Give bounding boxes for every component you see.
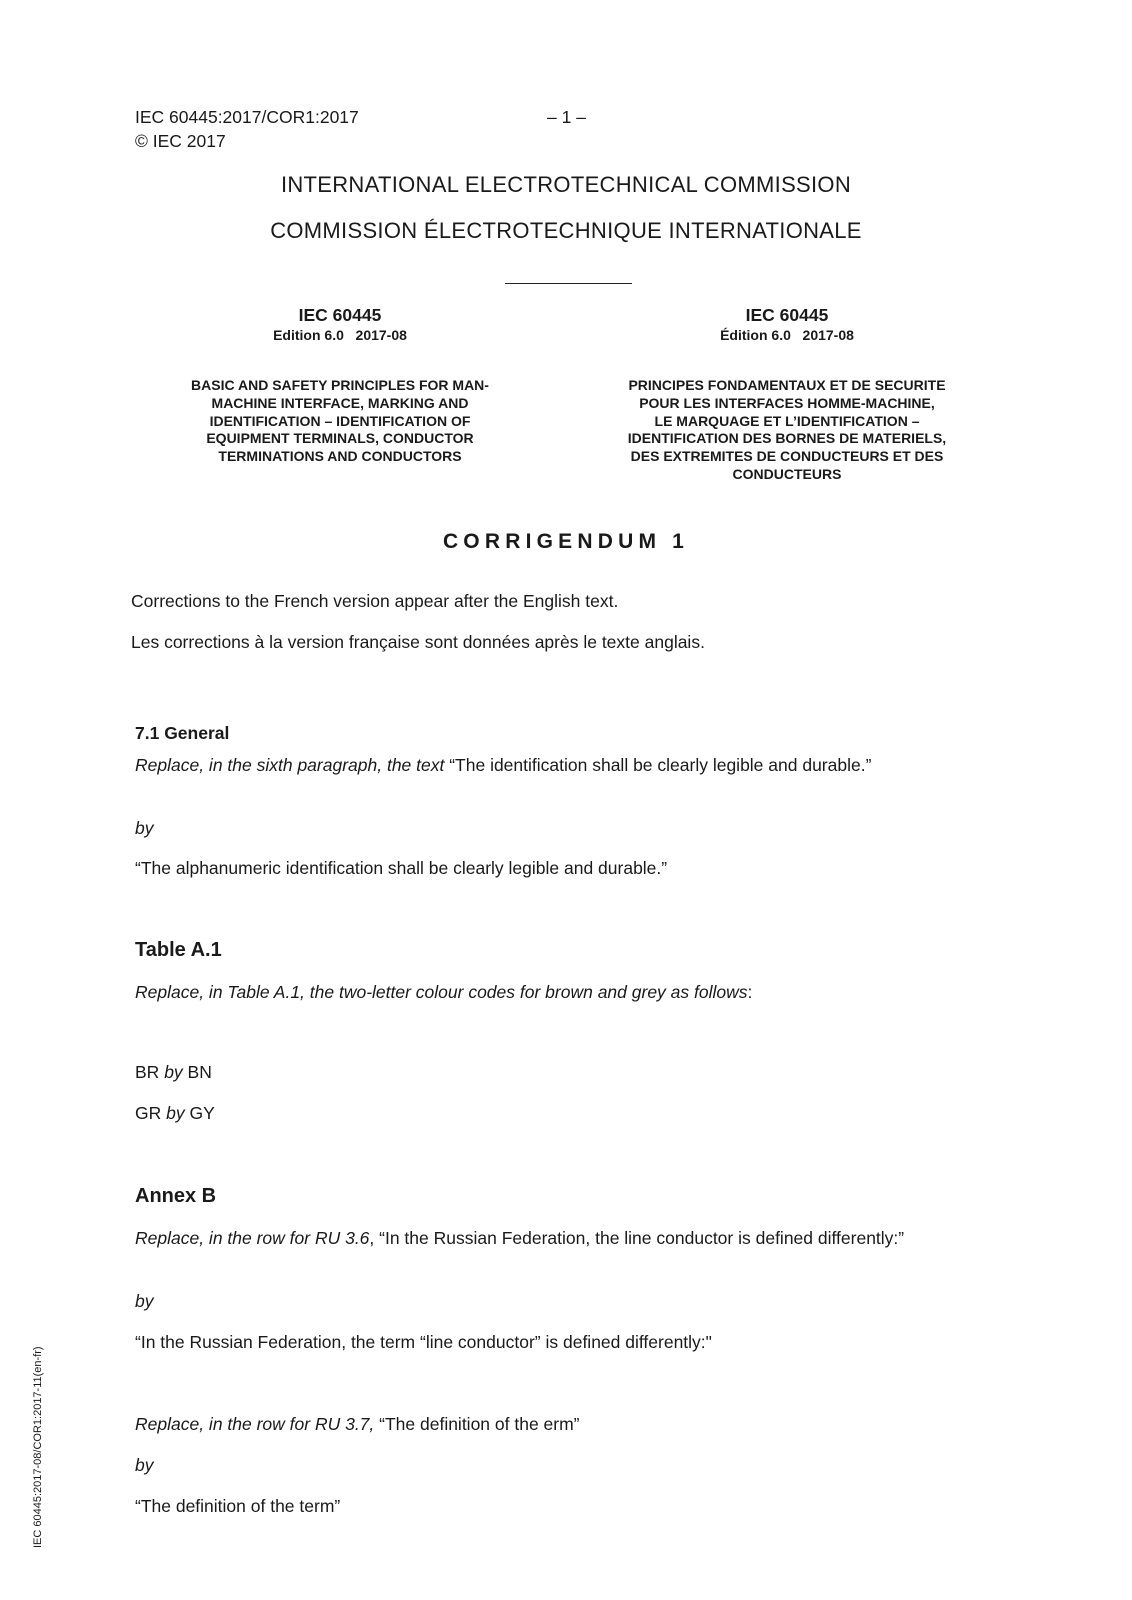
header-divider — [505, 283, 632, 284]
by-label: by — [164, 1062, 183, 1082]
colour-code-replacement — [135, 1062, 212, 1083]
title-line: DES EXTREMITES DE CONDUCTEURS ET DES — [630, 448, 944, 465]
new-text: “The definition of the term” — [135, 1496, 341, 1516]
standard-info-french — [587, 305, 987, 484]
section-heading-table-a1: Table A.1 — [135, 939, 222, 961]
replace-paragraph-ru-3-7 — [135, 1414, 580, 1435]
by-label: by — [135, 1291, 154, 1311]
standard-title-fr — [587, 377, 987, 484]
title-line: PRINCIPES FONDAMENTAUX ET DE SECURITE — [628, 377, 946, 393]
old-code: GR — [135, 1103, 162, 1123]
document-id: IEC 60445:2017/COR1:2017 — [135, 107, 359, 127]
instruction-text: Replace, in Table A.1, the two-letter colour codes for brown and grey as follows — [135, 982, 748, 1002]
replace-instruction: Replace, in the sixth paragraph, the text — [135, 755, 445, 775]
standard-info-english — [140, 305, 540, 466]
standard-edition-fr: Édition 6.0 2017-08 — [720, 327, 854, 343]
section-heading-7-1: 7.1 General — [135, 723, 230, 743]
replace-paragraph-7-1 — [135, 754, 1000, 776]
intro-french: Les corrections à la version française sont données après le texte anglais. — [131, 632, 705, 652]
colour-code-replacement — [135, 1103, 215, 1124]
old-text: , “In the Russian Federation, the line conductor is defined differently:” — [369, 1228, 905, 1248]
replace-instruction: Replace, in the row for RU 3.7, — [135, 1414, 375, 1434]
new-code: GY — [189, 1103, 215, 1123]
title-line: MACHINE INTERFACE, MARKING AND — [211, 394, 469, 411]
intro-english: Corrections to the French version appear after the English text. — [131, 591, 619, 611]
by-label: by — [135, 1455, 154, 1475]
new-text: “In the Russian Federation, the term “line conductor” is defined differently:" — [135, 1332, 712, 1352]
old-code: BR — [135, 1062, 160, 1082]
by-label: by — [135, 818, 154, 838]
title-line: IDENTIFICATION DES BORNES DE MATERIELS, — [627, 430, 947, 447]
org-name-french: COMMISSION ÉLECTROTECHNIQUE INTERNATIONALE — [270, 218, 862, 243]
replace-instruction: Replace, in the row for RU 3.6 — [135, 1228, 370, 1248]
old-text: “The identification shall be clearly legible and durable.” — [444, 755, 872, 775]
section-heading-annex-b: Annex B — [135, 1185, 217, 1207]
title-line: CONDUCTEURS — [732, 465, 842, 482]
page-number: – 1 – — [547, 107, 586, 127]
old-text: “The definition of the erm” — [374, 1414, 580, 1434]
copyright-notice: © IEC 2017 — [135, 131, 226, 151]
title-line: IDENTIFICATION – IDENTIFICATION OF — [209, 412, 471, 429]
title-line: POUR LES INTERFACES HOMME-MACHINE, — [639, 394, 935, 411]
standard-title-en — [140, 377, 540, 466]
new-text: “The alphanumeric identification shall be clearly legible and durable.” — [135, 858, 668, 878]
standard-number-fr: IEC 60445 — [745, 305, 829, 325]
standard-number-en: IEC 60445 — [298, 305, 382, 325]
by-label: by — [166, 1103, 185, 1123]
org-name-english: INTERNATIONAL ELECTROTECHNICAL COMMISSION — [280, 172, 852, 197]
table-a1-instruction — [135, 982, 752, 1003]
title-line: LE MARQUAGE ET L’IDENTIFICATION – — [654, 412, 920, 429]
title-line: BASIC AND SAFETY PRINCIPLES FOR MAN- — [191, 377, 489, 393]
title-line: TERMINATIONS AND CONDUCTORS — [218, 448, 462, 465]
replace-paragraph-ru-3-6 — [135, 1227, 1000, 1249]
title-line: EQUIPMENT TERMINALS, CONDUCTOR — [206, 430, 474, 447]
standard-edition-en: Edition 6.0 2017-08 — [273, 327, 407, 343]
corrigendum-title: CORRIGENDUM 1 — [442, 530, 690, 553]
instruction-colon: : — [747, 982, 753, 1002]
new-code: BN — [187, 1062, 212, 1082]
side-document-label: IEC 60445:2017-08/COR1:2017-11(en-fr) — [32, 1346, 44, 1548]
